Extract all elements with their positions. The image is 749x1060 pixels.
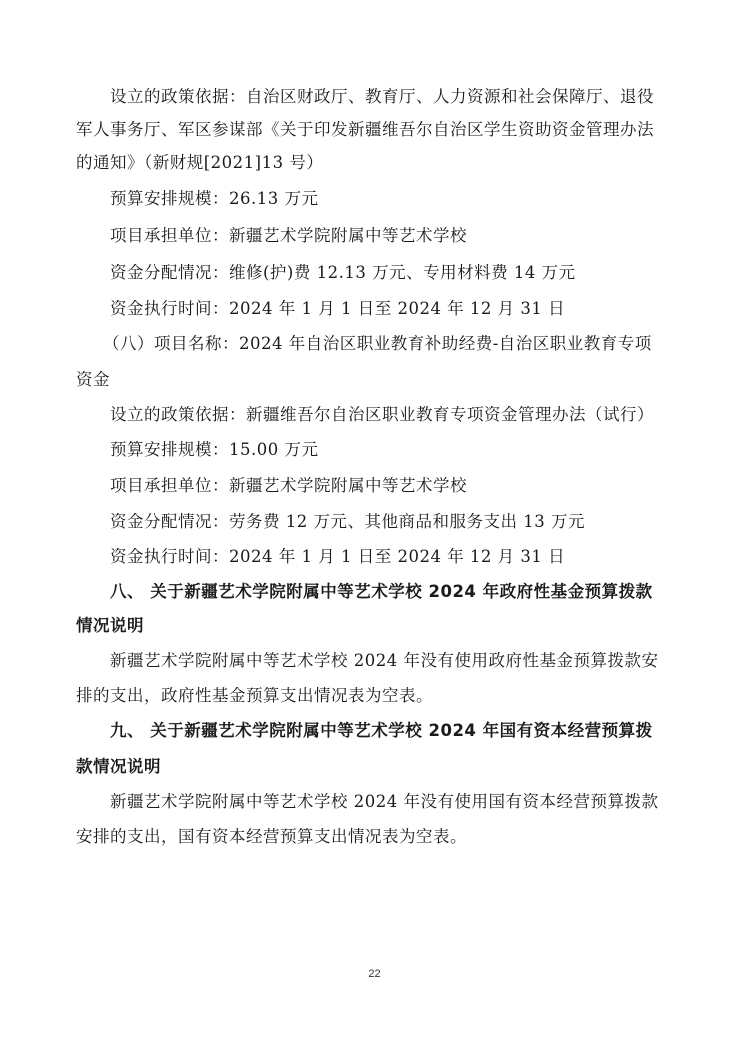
section-9-body-line-2: 安排的支出，国有资本经营预算支出情况表为空表。	[76, 827, 467, 846]
section-8-body-line-1: 新疆艺术学院附属中等艺术学校 2024 年没有使用政府性基金预算拨款安	[110, 651, 659, 670]
fund-allocation-line-2: 资金分配情况：劳务费 12 万元、其他商品和服务支出 13 万元	[110, 512, 585, 531]
section-8-body-line-2: 排的支出，政府性基金预算支出情况表为空表。	[76, 686, 433, 705]
project-name-line-1: （八）项目名称：2024 年自治区职业教育补助经费-自治区职业教育专项	[103, 334, 652, 353]
section-heading-8-line-1: 八、 关于新疆艺术学院附属中等艺术学校 2024 年政府性基金预算拨款	[110, 582, 653, 601]
page-number: 22	[368, 968, 381, 980]
budget-scale-line: 预算安排规模：26.13 万元	[110, 189, 319, 208]
project-name-line-2: 资金	[76, 370, 110, 389]
section-heading-9-line-1: 九、 关于新疆艺术学院附属中等艺术学校 2024 年国有资本经营预算拨	[110, 721, 653, 740]
section-heading-9-line-2: 款情况说明	[76, 757, 161, 776]
fund-allocation-line: 资金分配情况：维修(护)费 12.13 万元、专用材料费 14 万元	[110, 263, 576, 282]
section-9-body-line-1: 新疆艺术学院附属中等艺术学校 2024 年没有使用国有资本经营预算拨款	[110, 792, 659, 811]
policy-basis-line-3: 的通知》（新财规[2021]13 号）	[76, 153, 324, 172]
section-heading-8-line-2: 情况说明	[76, 616, 144, 635]
execution-period-line-2: 资金执行时间：2024 年 1 月 1 日至 2024 年 12 月 31 日	[110, 547, 566, 566]
policy-basis-line-2: 军人事务厅、军区参谋部《关于印发新疆维吾尔自治区学生资助资金管理办法	[76, 120, 654, 139]
policy-basis-line-1: 设立的政策依据：自治区财政厅、教育厅、人力资源和社会保障厅、退役	[110, 87, 654, 106]
policy-basis-line: 设立的政策依据：新疆维吾尔自治区职业教育专项资金管理办法（试行）	[110, 405, 654, 424]
execution-period-line: 资金执行时间：2024 年 1 月 1 日至 2024 年 12 月 31 日	[110, 299, 566, 318]
responsible-unit-line-2: 项目承担单位：新疆艺术学院附属中等艺术学校	[110, 476, 467, 495]
budget-scale-line-2: 预算安排规模：15.00 万元	[110, 440, 319, 459]
responsible-unit-line: 项目承担单位：新疆艺术学院附属中等艺术学校	[110, 226, 467, 245]
